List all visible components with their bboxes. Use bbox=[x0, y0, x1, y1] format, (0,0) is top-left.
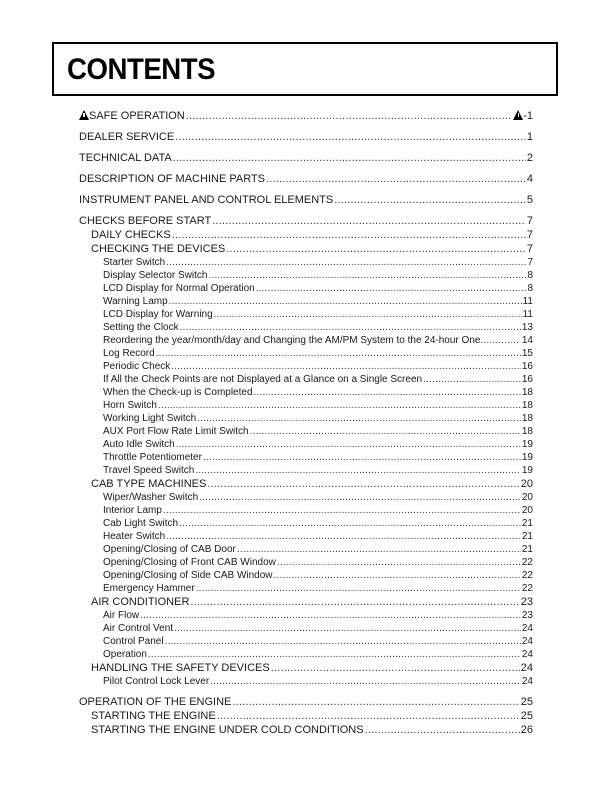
toc-entry[interactable] bbox=[79, 335, 533, 346]
toc-label: Air Flow bbox=[103, 610, 140, 621]
toc-page: 23 bbox=[520, 596, 533, 608]
leader-dots bbox=[423, 374, 521, 385]
toc-entry[interactable] bbox=[79, 452, 533, 463]
toc-entry[interactable] bbox=[79, 131, 533, 143]
toc-page: 8 bbox=[527, 283, 533, 294]
leader-dots bbox=[166, 531, 521, 542]
toc-label: Periodic Check bbox=[103, 361, 171, 372]
toc-label: Warning Lamp bbox=[103, 296, 168, 307]
leader-dots bbox=[199, 492, 521, 503]
toc-page: 11 bbox=[522, 296, 533, 307]
toc-entry[interactable] bbox=[79, 623, 533, 634]
leader-dots bbox=[179, 518, 521, 529]
toc-label: CAB TYPE MACHINES bbox=[91, 478, 207, 490]
toc-label: SAFE OPERATION bbox=[89, 110, 185, 122]
toc-entry[interactable] bbox=[79, 518, 533, 529]
toc-page: 7 bbox=[526, 243, 533, 255]
toc-page: 25 bbox=[520, 696, 533, 708]
leader-dots bbox=[226, 243, 526, 255]
page-title: CONTENTS bbox=[67, 53, 216, 86]
leader-dots bbox=[232, 696, 519, 708]
toc-page: 1 bbox=[526, 131, 533, 143]
toc-page: 8 bbox=[527, 270, 533, 281]
toc-page: 24 bbox=[521, 676, 533, 687]
leader-dots bbox=[148, 649, 521, 660]
toc-entry[interactable] bbox=[79, 296, 533, 307]
toc-entry[interactable] bbox=[79, 283, 533, 294]
toc-entry[interactable] bbox=[79, 696, 533, 708]
toc-page: 19 bbox=[521, 452, 533, 463]
toc-entry[interactable] bbox=[79, 710, 533, 722]
toc-entry[interactable] bbox=[79, 322, 533, 333]
toc-label: Opening/Closing of CAB Door bbox=[103, 544, 236, 555]
toc-page: 15 bbox=[521, 348, 533, 359]
toc-entry[interactable] bbox=[79, 229, 533, 241]
toc-label: Heater Switch bbox=[103, 531, 166, 542]
toc-page: 20 bbox=[520, 478, 533, 490]
toc-label: Starter Switch bbox=[103, 257, 166, 268]
toc-entry[interactable] bbox=[79, 309, 533, 320]
toc-label: Wiper/Washer Switch bbox=[103, 492, 199, 503]
toc-entry[interactable] bbox=[79, 152, 533, 164]
toc-page: 22 bbox=[521, 570, 533, 581]
leader-dots bbox=[365, 724, 520, 736]
toc-page: 18 bbox=[521, 387, 533, 398]
toc-page: 25 bbox=[520, 710, 533, 722]
toc-entry[interactable] bbox=[79, 544, 533, 555]
toc-page: 21 bbox=[521, 518, 533, 529]
toc-entry[interactable] bbox=[79, 243, 533, 255]
toc-label: Auto Idle Switch bbox=[103, 439, 175, 450]
leader-dots bbox=[166, 257, 526, 268]
toc-page: 24 bbox=[520, 662, 533, 674]
leader-dots bbox=[274, 570, 521, 581]
toc-entry[interactable] bbox=[79, 610, 533, 621]
toc-label: Reordering the year/month/day and Changing the AM/PM System to the 24-hour One bbox=[103, 335, 481, 346]
toc-page: 20 bbox=[521, 505, 533, 516]
leader-dots bbox=[163, 505, 521, 516]
toc-page: 11 bbox=[522, 309, 533, 320]
leader-dots bbox=[195, 465, 521, 476]
toc-page: 21 bbox=[521, 544, 533, 555]
warning-triangle-icon bbox=[79, 110, 89, 120]
toc-entry[interactable] bbox=[79, 439, 533, 450]
toc-label: Interior Lamp bbox=[103, 505, 162, 516]
toc-label: Opening/Closing of Side CAB Window bbox=[103, 570, 273, 581]
leader-dots bbox=[214, 309, 522, 320]
toc-page: 24 bbox=[521, 636, 533, 647]
toc-label: AIR CONDITIONER bbox=[91, 596, 190, 608]
toc-page: 13 bbox=[521, 322, 533, 333]
toc-page: 19 bbox=[521, 439, 533, 450]
toc-entry[interactable] bbox=[79, 270, 533, 281]
leader-dots bbox=[186, 110, 512, 122]
toc-page: 21 bbox=[521, 531, 533, 542]
toc-page: 16 bbox=[521, 361, 533, 372]
toc-entry[interactable] bbox=[79, 465, 533, 476]
leader-dots bbox=[158, 400, 521, 411]
toc-label: Pilot Control Lock Lever bbox=[103, 676, 210, 687]
leader-dots bbox=[254, 387, 521, 398]
toc-label: INSTRUMENT PANEL AND CONTROL ELEMENTS bbox=[79, 194, 334, 206]
leader-dots bbox=[250, 426, 521, 437]
toc-page: 26 bbox=[520, 724, 533, 736]
toc-entry[interactable] bbox=[79, 413, 533, 424]
leader-dots bbox=[207, 478, 519, 490]
toc-page: 16 bbox=[521, 374, 533, 385]
toc-label: LCD Display for Warning bbox=[103, 309, 213, 320]
toc-page: 2 bbox=[526, 152, 533, 164]
toc-page: 19 bbox=[521, 465, 533, 476]
toc-page: 20 bbox=[521, 492, 533, 503]
toc-label: TECHNICAL DATA bbox=[79, 152, 172, 164]
toc-label: Setting the Clock bbox=[103, 322, 179, 333]
leader-dots bbox=[171, 361, 521, 372]
toc-label: DAILY CHECKS bbox=[91, 229, 171, 241]
toc-entry[interactable] bbox=[79, 636, 533, 647]
leader-dots bbox=[172, 229, 526, 241]
toc-entry[interactable] bbox=[79, 257, 533, 268]
toc-label: Log Record bbox=[103, 348, 155, 359]
leader-dots bbox=[212, 215, 526, 227]
toc-label: Horn Switch bbox=[103, 400, 157, 411]
leader-dots bbox=[165, 636, 521, 647]
toc-label: If All the Check Points are not Displayed at a Glance on a Single Screen bbox=[103, 374, 423, 385]
toc-entry[interactable] bbox=[79, 531, 533, 542]
leader-dots bbox=[173, 152, 526, 164]
toc-label: When the Check-up is Completed bbox=[103, 387, 253, 398]
toc-entry[interactable] bbox=[79, 400, 533, 411]
leader-dots bbox=[210, 676, 521, 687]
leader-dots bbox=[180, 322, 521, 333]
toc-page: 18 bbox=[521, 426, 533, 437]
toc-label: DESCRIPTION OF MACHINE PARTS bbox=[79, 173, 266, 185]
toc-label: DEALER SERVICE bbox=[79, 131, 175, 143]
toc-entry[interactable] bbox=[79, 557, 533, 568]
leader-dots bbox=[334, 194, 526, 206]
leader-dots bbox=[277, 557, 521, 568]
toc-entry[interactable] bbox=[79, 194, 533, 206]
toc-label: HANDLING THE SAFETY DEVICES bbox=[91, 662, 270, 674]
toc-page: 7 bbox=[526, 215, 533, 227]
leader-dots bbox=[175, 131, 526, 143]
toc-entry[interactable] bbox=[79, 173, 533, 185]
toc-label: Travel Speed Switch bbox=[103, 465, 195, 476]
toc-page: 7 bbox=[527, 257, 533, 268]
leader-dots bbox=[271, 662, 520, 674]
leader-dots bbox=[256, 283, 527, 294]
toc-entry[interactable] bbox=[79, 724, 533, 736]
toc-entry[interactable] bbox=[79, 676, 533, 687]
toc-label: Cab Light Switch bbox=[103, 518, 179, 529]
toc-entry[interactable] bbox=[79, 596, 533, 608]
leader-dots bbox=[197, 413, 521, 424]
toc-label: Control Panel bbox=[103, 636, 164, 647]
toc-page: 14 bbox=[521, 335, 533, 346]
toc-entry[interactable] bbox=[79, 387, 533, 398]
toc-label: Air Control Vent bbox=[103, 623, 174, 634]
toc-label: Throttle Potentiometer bbox=[103, 452, 202, 463]
toc-page: 5 bbox=[526, 194, 533, 206]
toc-entry[interactable] bbox=[79, 662, 533, 674]
toc-label: Display Selector Switch bbox=[103, 270, 208, 281]
leader-dots bbox=[190, 596, 519, 608]
toc-entry[interactable] bbox=[79, 348, 533, 359]
toc-label: OPERATION OF THE ENGINE bbox=[79, 696, 232, 708]
toc-label: AUX Port Flow Rate Limit Switch bbox=[103, 426, 249, 437]
toc-entry[interactable] bbox=[79, 505, 533, 516]
toc-entry[interactable] bbox=[79, 426, 533, 437]
leader-dots bbox=[174, 623, 521, 634]
toc-entry[interactable] bbox=[79, 649, 533, 660]
contents-title-box bbox=[52, 42, 558, 96]
toc-label: Emergency Hammer bbox=[103, 583, 195, 594]
leader-dots bbox=[217, 710, 520, 722]
leader-dots bbox=[169, 296, 522, 307]
leader-dots bbox=[266, 173, 526, 185]
toc-entry[interactable] bbox=[79, 570, 533, 581]
toc-entry[interactable] bbox=[79, 361, 533, 372]
toc-entry[interactable] bbox=[79, 478, 533, 490]
warning-triangle-icon bbox=[513, 110, 523, 120]
toc-page: 24 bbox=[521, 623, 533, 634]
leader-dots bbox=[140, 610, 521, 621]
toc-page: 22 bbox=[521, 557, 533, 568]
toc-page: 23 bbox=[521, 610, 533, 621]
toc-label: STARTING THE ENGINE bbox=[91, 710, 216, 722]
toc-page: 24 bbox=[521, 649, 533, 660]
leader-dots bbox=[196, 583, 521, 594]
leader-dots bbox=[480, 335, 519, 346]
toc-page: 18 bbox=[521, 413, 533, 424]
toc-label: CHECKING THE DEVICES bbox=[91, 243, 226, 255]
leader-dots bbox=[156, 348, 521, 359]
toc-page: 22 bbox=[521, 583, 533, 594]
toc-label: CHECKS BEFORE START bbox=[79, 215, 212, 227]
leader-dots bbox=[208, 270, 526, 281]
toc-entry-safe-operation[interactable] bbox=[79, 110, 533, 122]
leader-dots bbox=[237, 544, 521, 555]
toc-entry[interactable] bbox=[79, 492, 533, 503]
leader-dots bbox=[176, 439, 521, 450]
toc-label: STARTING THE ENGINE UNDER COLD CONDITIONS bbox=[91, 724, 364, 736]
toc-entry[interactable] bbox=[79, 583, 533, 594]
toc-page: -1 bbox=[523, 110, 533, 122]
toc-page: 7 bbox=[526, 229, 533, 241]
toc-label: Operation bbox=[103, 649, 147, 660]
toc-label: Working Light Switch bbox=[103, 413, 197, 424]
toc-page: 4 bbox=[526, 173, 533, 185]
toc-label: Opening/Closing of Front CAB Window bbox=[103, 557, 276, 568]
leader-dots bbox=[203, 452, 521, 463]
toc-page: 18 bbox=[521, 400, 533, 411]
toc-entry[interactable] bbox=[79, 215, 533, 227]
toc-label: LCD Display for Normal Operation bbox=[103, 283, 255, 294]
toc-entry[interactable] bbox=[79, 374, 533, 385]
